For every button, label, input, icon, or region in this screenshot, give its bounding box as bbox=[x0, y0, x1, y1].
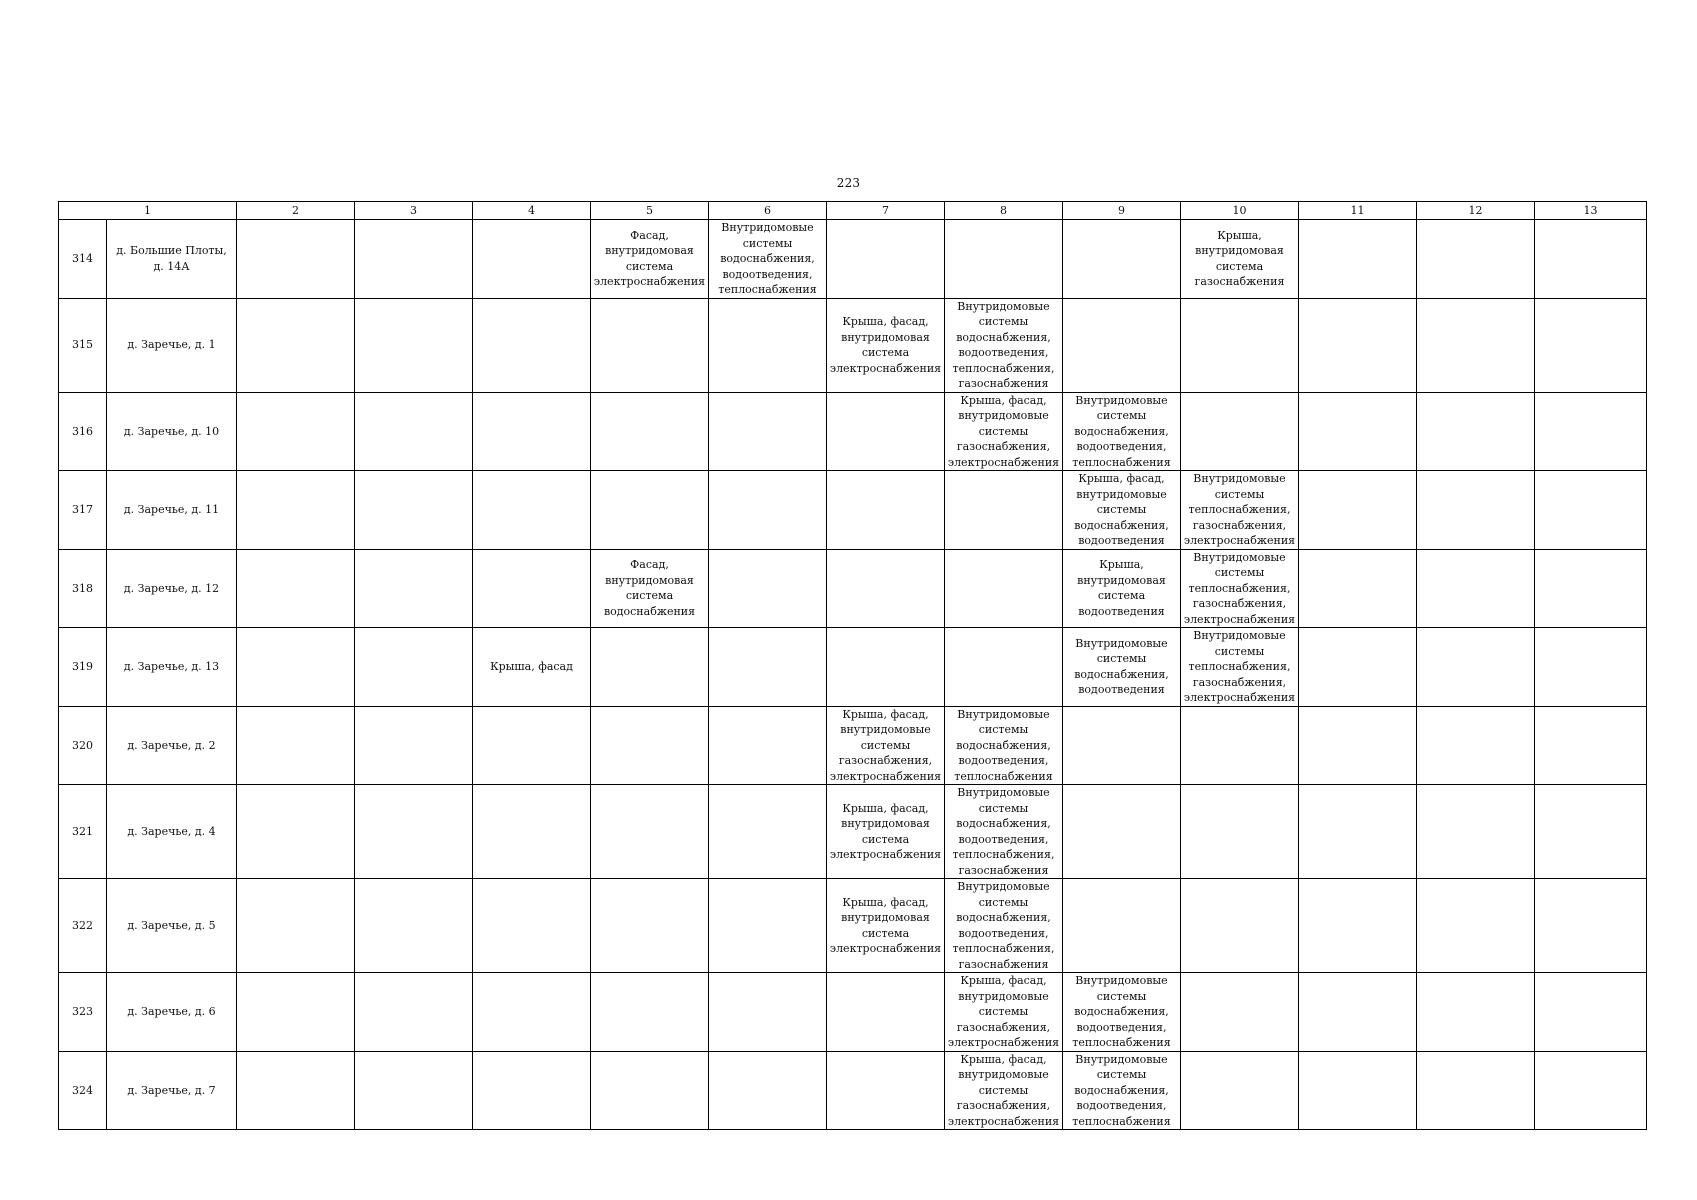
work-cell-col-4 bbox=[473, 628, 591, 707]
work-cell-col-7 bbox=[827, 879, 945, 973]
work-cell-col-13 bbox=[1535, 706, 1647, 785]
work-cell-col-8 bbox=[945, 220, 1063, 299]
work-cell-col-11 bbox=[1299, 1051, 1417, 1130]
work-cell-col-3 bbox=[355, 1051, 473, 1130]
table-row bbox=[59, 973, 1647, 1052]
work-cell-col-2 bbox=[237, 706, 355, 785]
work-cell-col-11 bbox=[1299, 471, 1417, 550]
address-text: д. Заречье, д. 2 bbox=[127, 738, 216, 752]
work-text: Внутридомовые системы водоснабжения, водоотведения, теплоснабжения, газоснабжения bbox=[952, 299, 1055, 390]
work-cell-col-4 bbox=[473, 392, 591, 471]
work-cell-col-2 bbox=[237, 879, 355, 973]
work-cell-col-9 bbox=[1063, 879, 1181, 973]
work-cell-col-5 bbox=[591, 549, 709, 628]
work-cell-col-10 bbox=[1181, 392, 1299, 471]
work-cell-col-3 bbox=[355, 973, 473, 1052]
work-cell-col-3 bbox=[355, 785, 473, 879]
work-cell-col-13 bbox=[1535, 1051, 1647, 1130]
work-cell-col-12 bbox=[1417, 298, 1535, 392]
work-text: Крыша, фасад, внутридомовые системы газоснабжения, электроснабжения bbox=[947, 393, 1060, 469]
work-text: Фасад, внутридомовая система водоснабжения bbox=[603, 558, 696, 618]
work-cell-col-9 bbox=[1063, 706, 1181, 785]
address-cell bbox=[107, 471, 237, 550]
table-body bbox=[59, 220, 1647, 1130]
work-cell-col-7 bbox=[827, 298, 945, 392]
work-text: Крыша, фасад, внутридомовые системы газоснабжения, электроснабжения bbox=[947, 1052, 1060, 1128]
work-cell-col-7 bbox=[827, 785, 945, 879]
work-cell-col-12 bbox=[1417, 1051, 1535, 1130]
work-cell-col-4 bbox=[473, 785, 591, 879]
work-text: Крыша, фасад, внутридомовые системы газоснабжения, электроснабжения bbox=[829, 707, 942, 783]
column-number-row bbox=[59, 202, 1647, 220]
work-cell-col-6 bbox=[709, 879, 827, 973]
work-cell-col-4 bbox=[473, 471, 591, 550]
table-row bbox=[59, 785, 1647, 879]
work-cell-col-6 bbox=[709, 785, 827, 879]
row-number: 321 bbox=[59, 785, 107, 879]
work-text: Внутридомовые системы водоснабжения, водоотведения, теплоснабжения, газоснабжения bbox=[952, 880, 1055, 971]
work-cell-col-7 bbox=[827, 973, 945, 1052]
work-cell-col-7 bbox=[827, 706, 945, 785]
work-cell-col-4 bbox=[473, 973, 591, 1052]
address-text: д. Заречье, д. 13 bbox=[123, 660, 220, 673]
work-cell-col-12 bbox=[1417, 706, 1535, 785]
work-cell-col-12 bbox=[1417, 392, 1535, 471]
work-cell-col-13 bbox=[1535, 392, 1647, 471]
work-cell-col-13 bbox=[1535, 298, 1647, 392]
work-cell-col-7 bbox=[827, 549, 945, 628]
work-cell-col-12 bbox=[1417, 549, 1535, 628]
work-cell-col-7 bbox=[827, 471, 945, 550]
work-cell-col-4 bbox=[473, 706, 591, 785]
work-cell-col-4 bbox=[473, 1051, 591, 1130]
work-cell-col-8 bbox=[945, 879, 1063, 973]
table-row bbox=[59, 549, 1647, 628]
work-cell-col-12 bbox=[1417, 973, 1535, 1052]
address-text: д. Заречье, д. 11 bbox=[123, 503, 220, 516]
work-text: Крыша, фасад, внутридомовая система электроснабжения bbox=[829, 801, 942, 861]
work-cell-col-2 bbox=[237, 628, 355, 707]
work-cell-col-5 bbox=[591, 706, 709, 785]
work-cell-col-6 bbox=[709, 1051, 827, 1130]
address-text: д. Заречье, д. 7 bbox=[127, 1083, 216, 1097]
work-cell-col-12 bbox=[1417, 471, 1535, 550]
work-cell-col-11 bbox=[1299, 973, 1417, 1052]
work-cell-col-8 bbox=[945, 628, 1063, 707]
work-cell-col-3 bbox=[355, 628, 473, 707]
column-header: 11 bbox=[1299, 202, 1417, 220]
work-cell-col-6 bbox=[709, 973, 827, 1052]
work-cell-col-6 bbox=[709, 471, 827, 550]
work-cell-col-10 bbox=[1181, 973, 1299, 1052]
work-cell-col-9 bbox=[1063, 298, 1181, 392]
row-number: 314 bbox=[59, 220, 107, 299]
column-header: 1 bbox=[59, 202, 237, 220]
work-text: Внутридомовые системы теплоснабжения, газоснабжения, электроснабжения bbox=[1183, 550, 1296, 626]
address-cell bbox=[107, 879, 237, 973]
address-cell bbox=[107, 973, 237, 1052]
row-number: 323 bbox=[59, 973, 107, 1052]
page-number: 223 bbox=[836, 176, 861, 190]
table-row bbox=[59, 628, 1647, 707]
work-text: Внутридомовые системы водоснабжения, водоотведения, теплоснабжения, газоснабжения bbox=[952, 786, 1055, 877]
work-cell-col-8 bbox=[945, 973, 1063, 1052]
work-cell-col-4 bbox=[473, 549, 591, 628]
column-header: 3 bbox=[355, 202, 473, 220]
table-row bbox=[59, 879, 1647, 973]
work-cell-col-6 bbox=[709, 706, 827, 785]
work-cell-col-11 bbox=[1299, 706, 1417, 785]
work-cell-col-11 bbox=[1299, 220, 1417, 299]
row-number: 318 bbox=[59, 549, 107, 628]
work-cell-col-6 bbox=[709, 220, 827, 299]
work-text: Крыша, фасад, внутридомовая система электроснабжения bbox=[829, 895, 942, 955]
address-text: д. Заречье, д. 12 bbox=[123, 581, 220, 595]
work-cell-col-8 bbox=[945, 785, 1063, 879]
work-cell-col-10 bbox=[1181, 785, 1299, 879]
work-cell-col-3 bbox=[355, 471, 473, 550]
column-header: 12 bbox=[1417, 202, 1535, 220]
column-header: 8 bbox=[945, 202, 1063, 220]
work-cell-col-6 bbox=[709, 298, 827, 392]
table-row bbox=[59, 1051, 1647, 1130]
work-cell-col-10 bbox=[1181, 549, 1299, 628]
work-cell-col-2 bbox=[237, 471, 355, 550]
column-header: 4 bbox=[473, 202, 591, 220]
row-number: 324 bbox=[59, 1051, 107, 1130]
address-cell bbox=[107, 298, 237, 392]
work-cell-col-2 bbox=[237, 1051, 355, 1130]
work-cell-col-5 bbox=[591, 220, 709, 299]
address-text: д. Заречье, д. 6 bbox=[127, 1005, 216, 1018]
work-cell-col-3 bbox=[355, 298, 473, 392]
work-cell-col-3 bbox=[355, 549, 473, 628]
work-cell-col-5 bbox=[591, 785, 709, 879]
work-cell-col-8 bbox=[945, 706, 1063, 785]
row-number: 320 bbox=[59, 706, 107, 785]
address-cell bbox=[107, 706, 237, 785]
column-header: 5 bbox=[591, 202, 709, 220]
work-cell-col-8 bbox=[945, 471, 1063, 550]
work-cell-col-13 bbox=[1535, 220, 1647, 299]
address-cell bbox=[107, 1051, 237, 1130]
work-text: Крыша, внутридомовая система водоотведения bbox=[1077, 558, 1166, 618]
work-cell-col-8 bbox=[945, 298, 1063, 392]
work-cell-col-11 bbox=[1299, 785, 1417, 879]
work-cell-col-13 bbox=[1535, 879, 1647, 973]
work-cell-col-12 bbox=[1417, 220, 1535, 299]
work-cell-col-4 bbox=[473, 879, 591, 973]
work-cell-col-5 bbox=[591, 298, 709, 392]
work-text: Крыша, внутридомовая система газоснабжения bbox=[1194, 228, 1285, 289]
table-row bbox=[59, 392, 1647, 471]
work-cell-col-9 bbox=[1063, 1051, 1181, 1130]
row-number: 315 bbox=[59, 298, 107, 392]
work-text: Крыша, фасад, внутридомовые системы водоснабжения, водоотведения bbox=[1074, 472, 1169, 547]
work-cell-col-4 bbox=[473, 298, 591, 392]
work-text: Крыша, фасад, внутридомовые системы газоснабжения, электроснабжения bbox=[947, 974, 1060, 1049]
work-cell-col-7 bbox=[827, 392, 945, 471]
work-cell-col-10 bbox=[1181, 1051, 1299, 1130]
work-cell-col-6 bbox=[709, 628, 827, 707]
address-cell bbox=[107, 549, 237, 628]
work-cell-col-8 bbox=[945, 549, 1063, 628]
column-header: 13 bbox=[1535, 202, 1647, 220]
work-cell-col-6 bbox=[709, 392, 827, 471]
work-cell-col-2 bbox=[237, 298, 355, 392]
work-cell-col-5 bbox=[591, 973, 709, 1052]
work-cell-col-13 bbox=[1535, 628, 1647, 707]
work-cell-col-3 bbox=[355, 220, 473, 299]
work-cell-col-10 bbox=[1181, 471, 1299, 550]
column-header: 2 bbox=[237, 202, 355, 220]
table-row bbox=[59, 220, 1647, 299]
table-row bbox=[59, 471, 1647, 550]
address-text: д. Заречье, д. 10 bbox=[123, 424, 220, 438]
work-cell-col-13 bbox=[1535, 471, 1647, 550]
work-cell-col-3 bbox=[355, 879, 473, 973]
work-cell-col-10 bbox=[1181, 628, 1299, 707]
work-cell-col-9 bbox=[1063, 973, 1181, 1052]
work-text: Фасад, внутридомовая система электроснабжения bbox=[593, 228, 706, 289]
work-text: Внутридомовые системы теплоснабжения, газоснабжения, электроснабжения bbox=[1183, 472, 1296, 547]
repair-schedule-table bbox=[58, 201, 1647, 1130]
row-number: 317 bbox=[59, 471, 107, 550]
work-cell-col-11 bbox=[1299, 628, 1417, 707]
work-cell-col-2 bbox=[237, 785, 355, 879]
work-cell-col-11 bbox=[1299, 392, 1417, 471]
work-cell-col-5 bbox=[591, 471, 709, 550]
column-header: 6 bbox=[709, 202, 827, 220]
work-cell-col-12 bbox=[1417, 785, 1535, 879]
column-header: 9 bbox=[1063, 202, 1181, 220]
work-cell-col-10 bbox=[1181, 298, 1299, 392]
address-text: д. Большие Плоты, д. 14А bbox=[116, 244, 227, 273]
work-text: Крыша, фасад, внутридомовая система электроснабжения bbox=[829, 315, 942, 375]
work-cell-col-7 bbox=[827, 1051, 945, 1130]
column-header: 7 bbox=[827, 202, 945, 220]
address-text: д. Заречье, д. 4 bbox=[127, 824, 216, 838]
work-cell-col-8 bbox=[945, 1051, 1063, 1130]
address-cell bbox=[107, 392, 237, 471]
work-cell-col-9 bbox=[1063, 392, 1181, 471]
work-cell-col-5 bbox=[591, 628, 709, 707]
work-cell-col-11 bbox=[1299, 879, 1417, 973]
work-cell-col-5 bbox=[591, 879, 709, 973]
work-cell-col-2 bbox=[237, 549, 355, 628]
work-cell-col-11 bbox=[1299, 549, 1417, 628]
work-text: Внутридомовые системы водоснабжения, водоотведения, теплоснабжения bbox=[954, 707, 1053, 783]
work-cell-col-12 bbox=[1417, 628, 1535, 707]
work-cell-col-9 bbox=[1063, 785, 1181, 879]
work-cell-col-2 bbox=[237, 973, 355, 1052]
work-cell-col-8 bbox=[945, 392, 1063, 471]
work-text: Внутридомовые системы теплоснабжения, газоснабжения, электроснабжения bbox=[1183, 629, 1296, 704]
address-text: д. Заречье, д. 1 bbox=[127, 338, 216, 352]
work-cell-col-9 bbox=[1063, 549, 1181, 628]
work-cell-col-5 bbox=[591, 392, 709, 471]
work-cell-col-13 bbox=[1535, 549, 1647, 628]
work-cell-col-4 bbox=[473, 220, 591, 299]
work-cell-col-6 bbox=[709, 549, 827, 628]
work-cell-col-2 bbox=[237, 392, 355, 471]
work-cell-col-10 bbox=[1181, 706, 1299, 785]
work-cell-col-5 bbox=[591, 1051, 709, 1130]
work-cell-col-10 bbox=[1181, 220, 1299, 299]
row-number: 322 bbox=[59, 879, 107, 973]
work-text: Внутридомовые системы водоснабжения, водоотведения, теплоснабжения bbox=[1072, 974, 1171, 1049]
work-cell-col-12 bbox=[1417, 879, 1535, 973]
table-row bbox=[59, 298, 1647, 392]
table-header bbox=[59, 202, 1647, 220]
row-number: 316 bbox=[59, 392, 107, 471]
work-cell-col-3 bbox=[355, 392, 473, 471]
work-cell-col-11 bbox=[1299, 298, 1417, 392]
column-header: 10 bbox=[1181, 202, 1299, 220]
work-cell-col-13 bbox=[1535, 785, 1647, 879]
address-cell bbox=[107, 785, 237, 879]
work-text: Внутридомовые системы водоснабжения, водоотведения bbox=[1074, 636, 1169, 697]
address-cell bbox=[107, 220, 237, 299]
work-text: Внутридомовые системы водоснабжения, водоотведения, теплоснабжения bbox=[1072, 393, 1171, 469]
address-cell bbox=[107, 628, 237, 707]
work-cell-col-13 bbox=[1535, 973, 1647, 1052]
work-cell-col-7 bbox=[827, 628, 945, 707]
work-text: Внутридомовые системы водоснабжения, водоотведения, теплоснабжения bbox=[718, 221, 817, 296]
row-number: 319 bbox=[59, 628, 107, 707]
address-text: д. Заречье, д. 5 bbox=[127, 918, 216, 932]
work-cell-col-7 bbox=[827, 220, 945, 299]
work-text: Внутридомовые системы водоснабжения, водоотведения, теплоснабжения bbox=[1072, 1052, 1171, 1128]
work-cell-col-3 bbox=[355, 706, 473, 785]
table-row bbox=[59, 706, 1647, 785]
work-cell-col-10 bbox=[1181, 879, 1299, 973]
work-cell-col-2 bbox=[237, 220, 355, 299]
work-cell-col-9 bbox=[1063, 471, 1181, 550]
work-text: Крыша, фасад bbox=[490, 660, 573, 673]
work-cell-col-9 bbox=[1063, 628, 1181, 707]
work-cell-col-9 bbox=[1063, 220, 1181, 299]
